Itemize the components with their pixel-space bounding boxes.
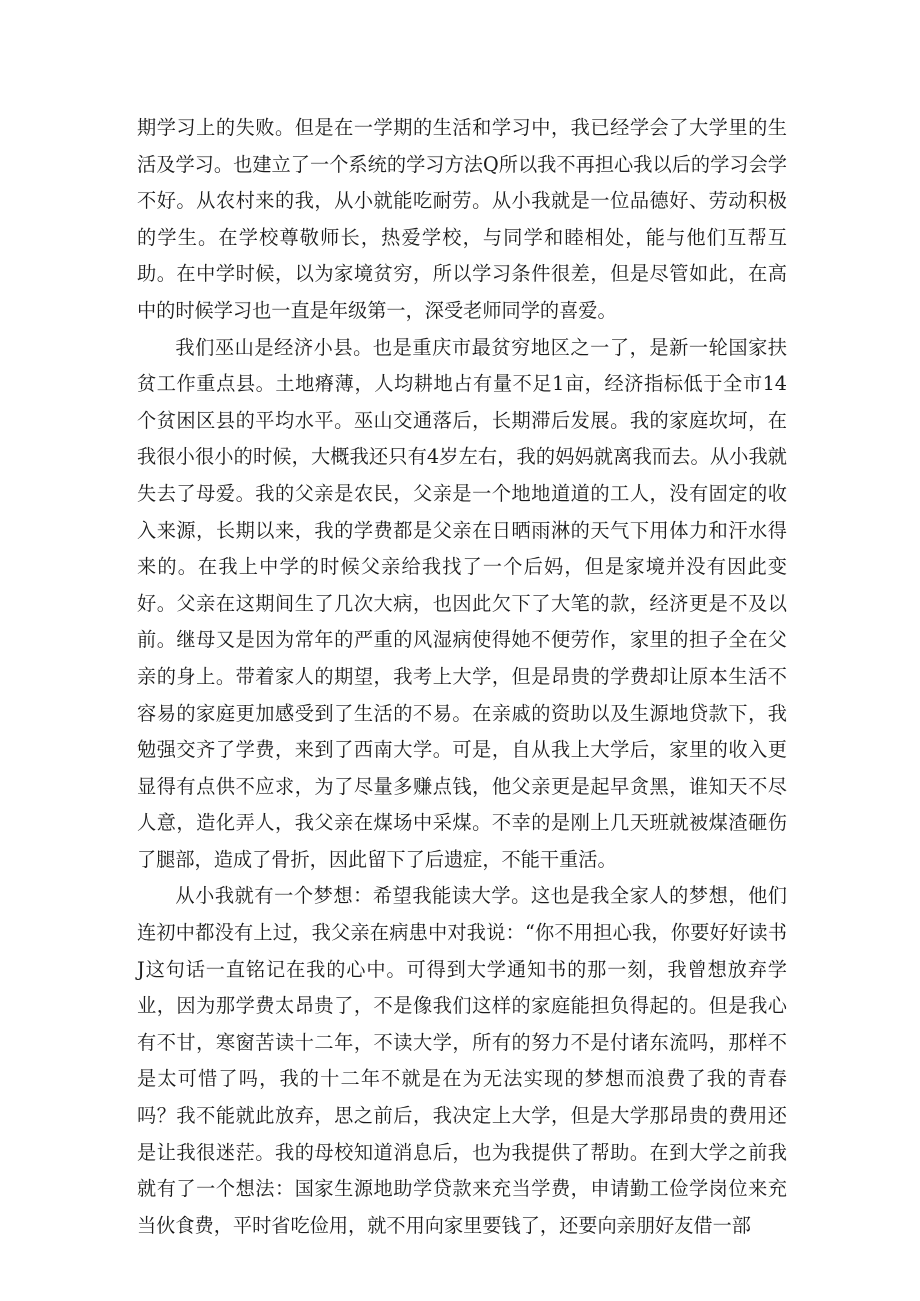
paragraph-3: 从小我就有一个梦想：希望我能读大学。这也是我全家人的梦想，他们连初中都没有上过，我父亲在病患中对我说：“你不用担心我，你要好好读书J这句话一直铭记在我的心中。可得到大学通知书的那一刻，我曾想放弃学业，因为那学费太昂贵了，不是像我们这样的家庭能担负得起的。但是我心有不甘，寒窗苦读十二年，不读大学，所有的努力不是付诸东流吗，那样不是太可惜了吗，我的十二年不就是在为无法实现的梦想而浪费了我的青春吗？我不能就此放弃，思之前后，我决定上大学，但是大学那昂贵的费用还是让我很迷茫。我的母校知道消息后，也为我提供了帮助。在到大学之前我就有了一个想法：国家生源地助学贷款来充当学费，申请勤工俭学岗位来充当伙食费，平时省吃俭用，就不用向家里要钱了，还要向亲朋好友借一部	[137, 884, 787, 1237]
paragraph-1: 期学习上的失败。但是在一学期的生活和学习中，我已经学会了大学里的生活及学习。也建立了一个系统的学习方法Q所以我不再担心我以后的学习会学不好。从农村来的我，从小就能吃耐劳。从小我就是一位品德好、劳动积极的学生。在学校尊敬师长，热爱学校，与同学和睦相处，能与他们互帮互助。在中学时候，以为家境贫穷，所以学习条件很差，但是尽管如此，在高中的时候学习也一直是年级第一，深受老师同学的喜爱。	[137, 116, 787, 322]
paragraph-2: 我们巫山是经济小县。也是重庆市最贫穷地区之一了，是新一轮国家扶贫工作重点县。土地瘠薄，人均耕地占有量不足1亩，经济指标低于全市14个贫困区县的平均水平。巫山交通落后，长期滞后发展。我的家庭坎坷，在我很小很小的时候，大概我还只有4岁左右，我的妈妈就离我而去。从小我就失去了母爱。我的父亲是农民，父亲是一个地地道道的工人，没有固定的收入来源，长期以来，我的学费都是父亲在日晒雨淋的天气下用体力和汗水得来的。在我上中学的时候父亲给我找了一个后妈，但是家境并没有因此变好。父亲在这期间生了几次大病，也因此欠下了大笔的款，经济更是不及以前。继母又是因为常年的严重的风湿病使得她不便劳作，家里的担子全在父亲的身上。带着家人的期望，我考上大学，但是昂贵的学费却让原本生活不容易的家庭更加感受到了生活的不易。在亲戚的资助以及生源地贷款下，我勉强交齐了学费，来到了西南大学。可是，自从我上大学后，家里的收入更显得有点供不应求，为了尽量多赚点钱，他父亲更是起早贪黑，谁知天不尽人意，造化弄人，我父亲在煤场中采煤。不幸的是刚上几天班就被煤渣砸伤了腿部，造成了骨折，因此留下了后遗症，不能干重活。	[137, 335, 787, 871]
document-body	[137, 110, 787, 1244]
